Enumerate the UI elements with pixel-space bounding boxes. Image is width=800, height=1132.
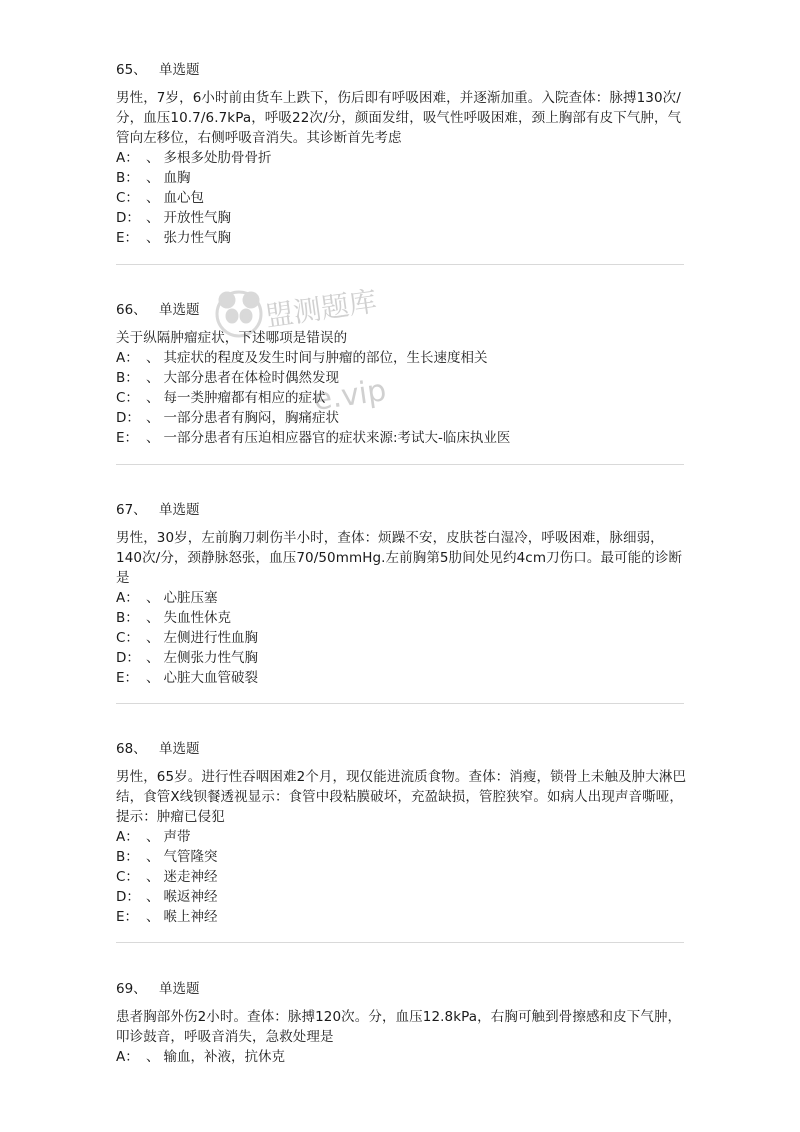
option-d[interactable]: D： 、 开放性气胸 xyxy=(116,210,231,226)
question-header xyxy=(116,300,688,320)
option-b[interactable]: B： 、 气管隆突 xyxy=(116,849,218,865)
question-65 xyxy=(116,60,688,248)
question-stem: 患者胸部外伤2小时。查体：脉搏120次。分，血压12.8kPa，右胸可触到骨擦感和皮下气肿，叩诊鼓音，呼吸音消失，急救处理是 xyxy=(116,1009,682,1045)
question-number: 66、 xyxy=(116,302,147,318)
option-b[interactable]: B： 、 失血性休克 xyxy=(116,610,231,626)
question-number: 65、 xyxy=(116,62,147,78)
option-a[interactable]: A： 、 其症状的程度及发生时间与肿瘤的部位，生长速度相关 xyxy=(116,350,488,366)
question-stem: 男性，7岁，6小时前由货车上跌下，伤后即有呼吸困难，并逐渐加重。入院查体：脉搏130次/分，血压10.7/6.7kPa，呼吸22次/分，颜面发绀，吸气性呼吸困难，颈上胸部有皮下气肿，气管向左移位，右侧呼吸音消失。其诊断首先考虑 xyxy=(116,90,682,146)
watermark-text-2: e.vip xyxy=(311,373,389,418)
question-type: 单选题 xyxy=(158,741,200,757)
option-c[interactable]: C： 、 血心包 xyxy=(116,190,204,206)
divider xyxy=(116,464,684,465)
watermark-text-1: 盟测题库 xyxy=(263,284,379,333)
option-c[interactable]: C： 、 左侧进行性血胸 xyxy=(116,630,258,646)
divider xyxy=(116,942,684,943)
option-e[interactable]: E： 、 喉上神经 xyxy=(116,909,218,925)
question-type: 单选题 xyxy=(158,62,200,78)
question-69 xyxy=(116,979,688,1067)
option-a[interactable]: A： 、 多根多处肋骨骨折 xyxy=(116,150,272,166)
option-e[interactable]: E： 、 心脏大血管破裂 xyxy=(116,670,258,686)
question-stem: 男性，65岁。进行性吞咽困难2个月，现仅能进流质食物。查体：消瘦，锁骨上未触及肿大淋巴结，食管X线钡餐透视显示：食管中段粘膜破坏，充盈缺损，管腔狭窄。如病人出现声音嘶哑，提示：肿瘤已侵犯 xyxy=(116,769,687,825)
option-e[interactable]: E： 、 一部分患者有压迫相应器官的症状来源:考试大-临床执业医 xyxy=(116,430,511,446)
option-a[interactable]: A： 、 输血，补液，抗休克 xyxy=(116,1049,285,1065)
question-header xyxy=(116,739,688,759)
question-type: 单选题 xyxy=(158,302,200,318)
question-66 xyxy=(116,300,688,448)
question-header xyxy=(116,500,688,520)
question-header xyxy=(116,979,688,999)
option-a[interactable]: A： 、 声带 xyxy=(116,829,191,845)
divider xyxy=(116,703,684,704)
option-a[interactable]: A： 、 心脏压塞 xyxy=(116,590,218,606)
question-68 xyxy=(116,739,688,927)
question-number: 69、 xyxy=(116,981,147,997)
option-d[interactable]: D： 、 喉返神经 xyxy=(116,889,218,905)
question-stem: 关于纵隔肿瘤症状，下述哪项是错误的 xyxy=(116,330,348,346)
option-e[interactable]: E： 、 张力性气胸 xyxy=(116,230,231,246)
option-b[interactable]: B： 、 大部分患者在体检时偶然发现 xyxy=(116,370,339,386)
question-type: 单选题 xyxy=(158,502,200,518)
option-c[interactable]: C： 、 迷走神经 xyxy=(116,869,218,885)
question-number: 68、 xyxy=(116,741,147,757)
option-d[interactable]: D： 、 左侧张力性气胸 xyxy=(116,650,258,666)
question-67 xyxy=(116,500,688,688)
divider xyxy=(116,264,684,265)
question-number: 67、 xyxy=(116,502,147,518)
question-header xyxy=(116,60,688,80)
option-d[interactable]: D： 、 一部分患者有胸闷，胸痛症状 xyxy=(116,410,339,426)
option-b[interactable]: B： 、 血胸 xyxy=(116,170,191,186)
option-c[interactable]: C： 、 每一类肿瘤都有相应的症状 xyxy=(116,390,326,406)
question-stem: 男性，30岁，左前胸刀刺伤半小时，查体：烦躁不安，皮肤苍白湿冷，呼吸困难，脉细弱，140次/分，颈静脉怒张，血压70/50mmHg.左前胸第5肋间处见约4cm刀伤口。最可能的诊断是 xyxy=(116,530,683,586)
question-type: 单选题 xyxy=(158,981,200,997)
